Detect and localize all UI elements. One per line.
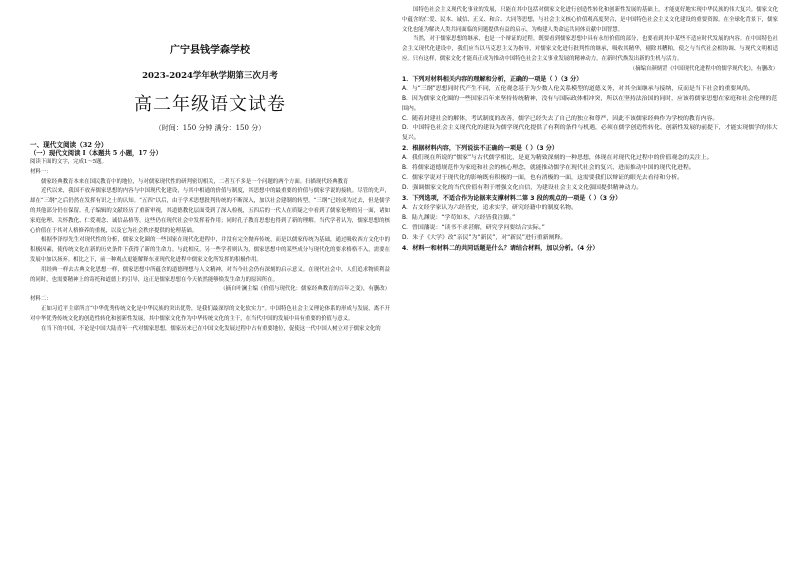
question-2-option-d: D．强调儒家文化的当代价值有利于增强文化自信，为建设社会主义文化强国提供精神动力。	[402, 185, 643, 192]
material-two-citation: （摘编自颜炳罡《中国现代化进程中的儒学现代化》，有删改）	[629, 65, 778, 72]
reading-instruction: 阅读下面的文字，完成1～5题。	[30, 159, 107, 165]
question-1-option-c: C．随着封建社会的解体，考试制度的改善，儒学已经失去了自己的独立和尊严，因此不该儒家经典作为学校的教育内容。	[402, 115, 719, 122]
question-3-option-b: B．陆九渊说：“学苟知本，六经皆我注脚。”	[402, 215, 516, 222]
left-column	[30, 0, 390, 561]
question-1-option-b: B．因为儒家文化圈的一些国家百年来坚持传统精神，没有与国际政体相冲突，所以在坚持法治国的同时，应该将儒家思想在家庭和社会伦理的范围内。	[402, 95, 778, 112]
exam-title: 高二年级语文试卷	[134, 94, 286, 115]
question-1-stem: 1．下列对材料相关内容的理解和分析，正确的一项是（ ）（3 分）	[402, 75, 583, 83]
material-one-paragraph: 近代以来，我国不放弃儒家思想的内容与中国现代化建设，与其中相通的价值与制度，其思想中的最重要的价值与儒家学说的接轨。尽管的先声，却在“三纲”之后仍然在发挥有识之士的认知。“五四”以后，由于学术思想批判传统的不断深入，加以社会建制的转型，“三纲”已经成为过去，但是儒学的其他部分仍在保留。孔子编辑的文献经历了重新审视，其道德教化层面受到了深入检视，五四后的一代人在质疑之中看到了儒家伦理的另一面，诸如家庭伦理、关怀教化、仁爱观念、诚信品格等，这些仍在现代社会中发挥着作用；同时孔子教育思想也得到了新的理解。当代学者认为，儒家思想的核心价值在于其对人格修养的重视，以及它为社会秩序提供的伦理基础。	[30, 188, 390, 234]
question-3-stem: 3．下列选项，不适合作为论据来支撑材料二第 3 段的观点的一项是（ ）（3 分）	[402, 195, 622, 203]
school-name: 广宁县钱学森学校	[170, 45, 250, 56]
question-2-stem: 2．根据材料内容，下列说法不正确的一项是（ ）（3 分）	[402, 145, 558, 153]
question-1-option-a: A．与“三纲”思想同时代产生不同，五伦观念基于为少数人伦关系模型的道德义务，对其全面继承与接纳，反而是当下社会的重要风尚。	[402, 85, 754, 92]
question-4-stem: 4．材料一和材料二的共同话题是什么？请结合材料，加以分析。（4 分）	[402, 244, 599, 252]
right-column	[402, 0, 778, 561]
question-2-option-a: A．我们现在所说的“儒家”与古代儒学相比，是更为精致深刻的一种思想，体现在对现代化过程中的价值观念的关注上。	[402, 155, 713, 162]
material-two-paragraph: 国特色社会主义现代化事业的发展，只能在其中包括对儒家文化进行创造性转化和创新性发展的基础上，才能更好地实现中华民族的伟大复兴。儒家文化中蕴含的仁爱、民本、诚信、正义、和合、大同等思想，与社会主义核心价值观高度契合，是中国特色社会主义文化建设的重要资源。在全球化背景下，儒家文化也能为解决人类共同面临的问题提供有益的启示，为构建人类命运共同体贡献中国智慧。	[402, 7, 778, 33]
material-one-citation: （摘自叶澜主编《价值与现代化：儒家经典教育的百年之变》，有删改）	[220, 286, 390, 293]
question-2-option-c: C．儒家学说对于现代化的影响既有积极的一面，也有消极的一面，这需要我们以辩证的眼光去看待和分析。	[402, 175, 683, 182]
material-two-paragraph: 在当下的中国，不论是中国大陆青年一代对儒家思想，儒家历来已在中国文化发展过程中占有重要地位，促使这一代中国人树立对于儒家文化的	[41, 325, 381, 332]
material-one-paragraph: 根据李泽厚先生对现代性的分析，儒家文化圈的一些国家在现代化进程中，并没有完全抛弃传统，而是以儒家传统为基础，通过吸收西方文化中的积极因素，使传统文化在新的历史条件下获得了新的生命力。与此相反，另一些学者则认为，儒家思想中的某些成分与现代化的要求格格不入，需要在发展中加以扬弃。相比之下，前一种观点更能解释东亚现代化进程中儒家文化所发挥的积极作用。	[30, 237, 390, 263]
question-3-option-c: C．曾国藩说：“读书不求甚解，研究学问要结合实际。”	[402, 225, 545, 232]
exam-term: 2023-2024学年秋学期第三次月考	[142, 71, 278, 81]
material-two-label: 材料二：	[30, 296, 52, 303]
material-one-paragraph: 儒家经典教育本来在国民教育中的地位，与对儒家现代性的研判密切相关，二者互不多是一个问题的两个方面。扫描现代经典教育	[41, 178, 349, 185]
question-1-option-d: D．中国特色社会主义现代化的建设为儒学现代化提供了有利的条件与机遇，必须在儒学创造性转化、创新性发展的前提下，才能实现儒学的伟大复兴。	[402, 125, 778, 142]
material-one-paragraph: 用经典一样去古典文化思想一样，儒家思想中所蕴含的道德理想与人文精神，对当今社会仍有深刻的启示意义。在现代社会中，人们追求物质利益的同时，也需要精神上的寄托和道德上的引导，这正是儒家思想在今天依然能够焕发生命力的原因所在。	[30, 266, 390, 283]
material-two-paragraph: 当然，对于儒家思想的继承，也是一个辩证的过程。既要看到儒家思想中具有永恒价值的部分，也要看到其中某些不适应时代发展的内容。在中国特色社会主义现代化建设中，我们应当以马克思主义为指导，对儒家文化进行批判性的继承，吸收其精华，剔除其糟粕，使之与当代社会相协调、与现代文明相适应。只有这样，儒家文化才能真正成为推动中国特色社会主义事业发展的精神动力，在新时代焕发出新的生机与活力。	[402, 36, 778, 62]
question-2-option-b: B．将儒家道德规范作为家庭和社会的核心理念，就能推动儒学在现代社会的复兴，进而推动中国的现代化进程。	[402, 165, 695, 172]
question-3-option-a: A．古文经学家认为六经皆史，追求实学，研究经籍中的制度名物。	[402, 205, 577, 212]
material-one-label: 材料一：	[30, 168, 52, 175]
material-two-paragraph: 正如习近平主席所言“中华优秀传统文化是中华民族的突出优势，是我们最深厚的文化软实力”。中国特色社会主义理论体系的形成与发展，离不开对中华优秀传统文化的创造性转化和创新性发展，其中儒家文化作为中华传统文化的主干，在当代中国的发展中具有重要的价值与意义。	[30, 305, 390, 322]
section-title: 一、现代文阅读（32 分）	[30, 141, 108, 149]
time-info: （时间：150 分钟 满分：150 分）	[154, 124, 266, 132]
question-3-option-d: D．朱子《大学》改“亲民”为“新民”，对“新民”进行重新阐释。	[402, 234, 567, 241]
subsection-title: （一）现代文阅读 I（本题共 5 小题，17 分）	[30, 149, 162, 157]
